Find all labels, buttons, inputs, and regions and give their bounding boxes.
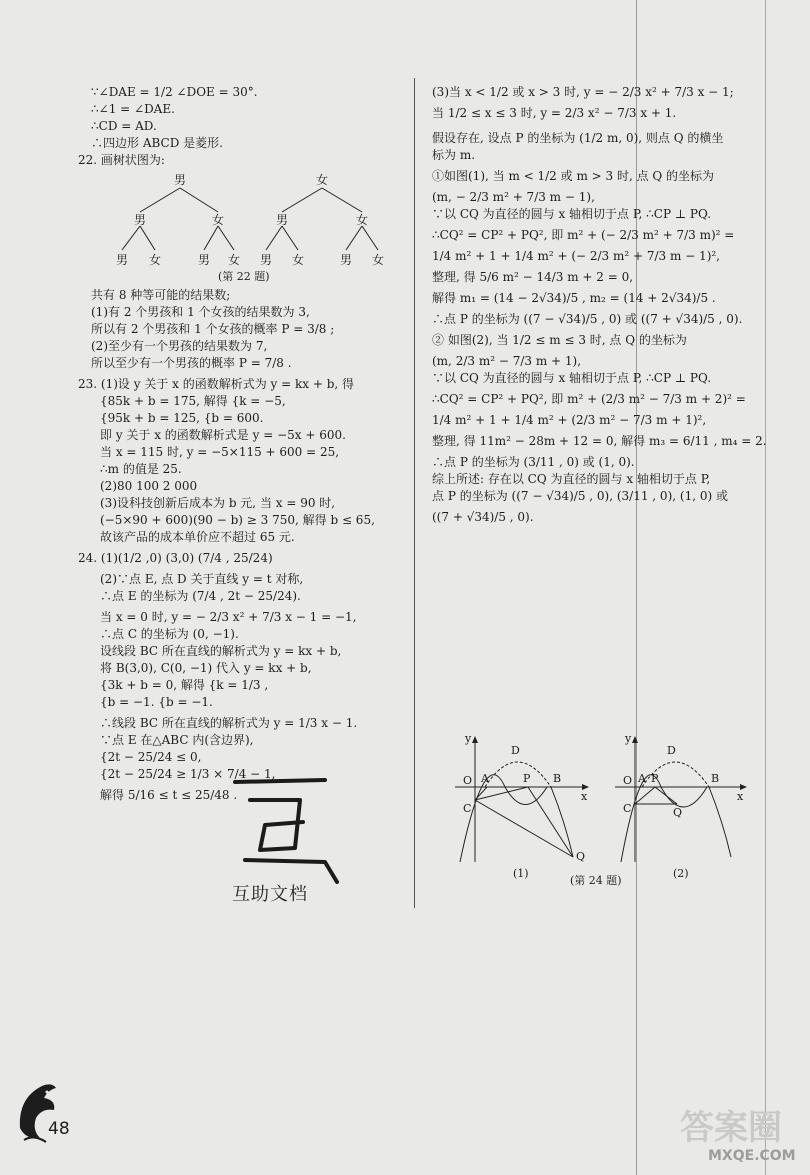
- text-line: 画树状图为:: [100, 153, 165, 167]
- tree-caption: (第 22 题): [218, 270, 270, 283]
- text-line: 1/4 m² + 1 + 1/4 m² + (− 2/3 m² + 7/3 m − 1)²,: [432, 249, 720, 263]
- point-label: Q: [673, 806, 683, 819]
- point-label: Q: [576, 850, 586, 863]
- tree-leaf: 女: [228, 253, 241, 267]
- text-line: 共有 8 种等可能的结果数;: [91, 288, 231, 302]
- segment-cp: [635, 787, 655, 804]
- question-24-heading: [78, 550, 398, 567]
- text-line: {b = −1. {b = −1.: [100, 695, 213, 709]
- point-label: P: [523, 772, 531, 785]
- question-23-heading: [78, 376, 398, 393]
- text-line: {2t − 25/24 ≥ 1/3 × 7/4 − 1,: [100, 767, 276, 781]
- text-line: ∴点 E 的坐标为 (7/4 , 2t − 25/24).: [100, 589, 301, 603]
- text-line: ∴CQ² = CP² + PQ², 即 m² + (− 2/3 m² + 7/3 m)² =: [432, 228, 735, 242]
- text-line: (m, 2/3 m² − 7/3 m + 1),: [432, 354, 582, 368]
- tree-leaf: 女: [372, 253, 385, 267]
- tree-node: 女: [316, 173, 329, 187]
- figure-label: (2): [673, 867, 689, 880]
- text-line: ∵以 CQ 为直径的圆与 x 轴相切于点 P, ∴CP ⊥ PQ.: [432, 207, 712, 221]
- tree-diagram: [100, 170, 400, 285]
- tree-leaf: 男: [260, 253, 273, 267]
- text-line: 1/4 m² + 1 + 1/4 m² + (2/3 m² − 7/3 m + 1)²,: [432, 413, 707, 427]
- text-line: ①如图(1), 当 m < 1/2 或 m > 3 时, 点 Q 的坐标为: [432, 169, 715, 183]
- point-label: O: [623, 774, 633, 787]
- text-line: (1)(1/2 ,0) (3,0) (7/4 , 25/24): [100, 551, 273, 565]
- y-axis-arrow: [632, 736, 638, 743]
- text-line: 解得 m₁ = (14 − 2√34)/5 , m₂ = (14 + 2√34)/5 .: [432, 291, 716, 305]
- text-line: ∵∠DAE = 1/2 ∠DOE = 30°.: [91, 85, 258, 99]
- segment-cp: [475, 787, 528, 800]
- text-line: {85k + b = 175, 解得 {k = −5,: [100, 394, 286, 408]
- curve-tail: [709, 787, 731, 857]
- text-line: ((7 + √34)/5 , 0).: [432, 510, 534, 524]
- tree-edges: [122, 188, 378, 250]
- text-line: ∵以 CQ 为直径的圆与 x 轴相切于点 P, ∴CP ⊥ PQ.: [432, 371, 712, 385]
- axis-label: x: [737, 790, 744, 803]
- text-line: (1)设 y 关于 x 的函数解析式为 y = kx + b, 得: [100, 377, 355, 391]
- text-line: ② 如图(2), 当 1/2 ≤ m ≤ 3 时, 点 Q 的坐标为: [432, 333, 687, 347]
- text-line: {2t − 25/24 ≤ 0,: [100, 750, 202, 764]
- text-line: (2)至少有一个男孩的结果数为 7,: [91, 339, 268, 353]
- text-line: ∵点 E 在△ABC 内(含边界),: [100, 733, 254, 747]
- text-line: 当 x = 0 时, y = − 2/3 x² + 7/3 x − 1 = −1,: [100, 610, 357, 624]
- curve: [621, 775, 707, 862]
- tree-leaf: 女: [292, 253, 305, 267]
- segment-pq: [528, 787, 573, 857]
- point-label: O: [463, 774, 473, 787]
- tree-node: 女: [356, 213, 369, 227]
- text-line: 解得 5/16 ≤ t ≤ 25/48 .: [100, 788, 238, 802]
- watermark-title: 答案圈: [680, 1108, 782, 1148]
- text-line: ∴点 P 的坐标为 (3/11 , 0) 或 (1, 0).: [432, 455, 635, 469]
- question-number: 24.: [78, 551, 98, 565]
- text-line: 当 x = 115 时, y = −5×115 + 600 = 25,: [100, 445, 340, 459]
- segment-pq: [655, 787, 677, 804]
- figure-24-1: [455, 732, 589, 880]
- tree-node: 女: [212, 213, 225, 227]
- text-line: (−5×90 + 600)(90 − b) ≥ 3 750, 解得 b ≤ 65,: [100, 513, 375, 527]
- point-label: B: [553, 772, 562, 785]
- text-line: ∴点 P 的坐标为 ((7 − √34)/5 , 0) 或 ((7 + √34)/5 , 0).: [432, 312, 743, 326]
- text-line: 设线段 BC 所在直线的解析式为 y = kx + b,: [100, 644, 342, 658]
- figure-label: (1): [513, 867, 529, 880]
- text-line: {3k + b = 0, 解得 {k = 1/3 ,: [100, 678, 269, 692]
- tree-leaf: 男: [198, 253, 211, 267]
- text-line: ∴m 的值是 25.: [100, 462, 182, 476]
- text-line: ∴线段 BC 所在直线的解析式为 y = 1/3 x − 1.: [100, 716, 358, 730]
- point-label: D: [667, 744, 676, 757]
- tree-leaf: 男: [340, 253, 353, 267]
- page-number: 48: [48, 1119, 70, 1139]
- point-label: A: [638, 772, 646, 785]
- text-line: ∴四边形 ABCD 是菱形.: [91, 136, 223, 150]
- figure-caption: (第 24 题): [570, 874, 622, 887]
- question-number: 22.: [78, 153, 98, 167]
- text-line: 所以至少有一个男孩的概率 P = 7/8 .: [91, 356, 292, 370]
- segment-cq: [475, 800, 573, 857]
- point-label: C: [463, 802, 472, 815]
- text-line: 即 y 关于 x 的函数解析式是 y = −5x + 600.: [100, 428, 346, 442]
- text-line: 整理, 得 5/6 m² − 14/3 m + 2 = 0,: [432, 270, 634, 284]
- text-line: 将 B(3,0), C(0, −1) 代入 y = kx + b,: [100, 661, 312, 675]
- watermark-url: MXQE.COM: [708, 1148, 796, 1164]
- text-line: 故该产品的成本单价应不超过 65 元.: [100, 530, 295, 544]
- text-line: (m, − 2/3 m² + 7/3 m − 1),: [432, 190, 595, 204]
- text-line: 综上所述: 存在以 CQ 为直径的圆与 x 轴相切于点 P,: [432, 472, 711, 486]
- text-line: 标为 m.: [432, 148, 476, 162]
- figure-24-2: [615, 732, 747, 880]
- figure-24: [455, 722, 765, 892]
- text-line: 点 P 的坐标为 ((7 − √34)/5 , 0), (3/11 , 0), (1, 0) 或: [432, 489, 728, 503]
- question-number: 23.: [78, 377, 98, 391]
- axis-label: y: [465, 732, 472, 745]
- point-label: P: [651, 772, 659, 785]
- text-line: ∴CQ² = CP² + PQ², 即 m² + (2/3 m² − 7/3 m + 2)² =: [432, 392, 746, 406]
- text-line: (3)当 x < 1/2 或 x > 3 时, y = − 2/3 x² + 7/3 x − 1;: [432, 85, 734, 99]
- text-line: (3)设科技创新后成本为 b 元, 当 x = 90 时,: [100, 496, 336, 510]
- text-line: 所以有 2 个男孩和 1 个女孩的概率 P = 3/8 ;: [91, 322, 335, 336]
- point-label: C: [623, 802, 632, 815]
- text-line: ∴∠1 = ∠DAE.: [91, 102, 175, 116]
- text-line: (2)80 100 2 000: [100, 479, 198, 493]
- stamp-text: 互助文档: [232, 884, 308, 905]
- text-line: (1)有 2 个男孩和 1 个女孩的结果数为 3,: [91, 305, 310, 319]
- tree-node: 男: [174, 173, 187, 187]
- question-22-heading: [78, 152, 398, 169]
- tree-leaf: 女: [149, 253, 162, 267]
- text-line: 假设存在, 设点 P 的坐标为 (1/2 m, 0), 则点 Q 的横坐: [432, 131, 724, 145]
- text-line: 当 1/2 ≤ x ≤ 3 时, y = 2/3 x² − 7/3 x + 1.: [432, 106, 677, 120]
- point-label: B: [711, 772, 720, 785]
- tree-leaf: 男: [116, 253, 129, 267]
- point-label: D: [511, 744, 520, 757]
- text-line: (2)∵点 E, 点 D 关于直线 y = t 对称,: [100, 572, 304, 586]
- tree-node: 男: [134, 213, 147, 227]
- text-line: ∴点 C 的坐标为 (0, −1).: [100, 627, 239, 641]
- text-line: ∴CD = AD.: [91, 119, 157, 133]
- column-divider: [414, 78, 415, 908]
- point-label: A: [481, 772, 489, 785]
- text-line: 整理, 得 11m² − 28m + 12 = 0, 解得 m₃ = 6/11 , m₄ = 2.: [432, 434, 767, 448]
- tree-node: 男: [276, 213, 289, 227]
- dashed-arc: [485, 762, 551, 787]
- y-axis-arrow: [472, 736, 478, 743]
- text-line: {95k + b = 125, {b = 600.: [100, 411, 264, 425]
- curve: [460, 775, 547, 862]
- axis-label: y: [625, 732, 632, 745]
- axis-label: x: [581, 790, 588, 803]
- right-column: [432, 84, 777, 526]
